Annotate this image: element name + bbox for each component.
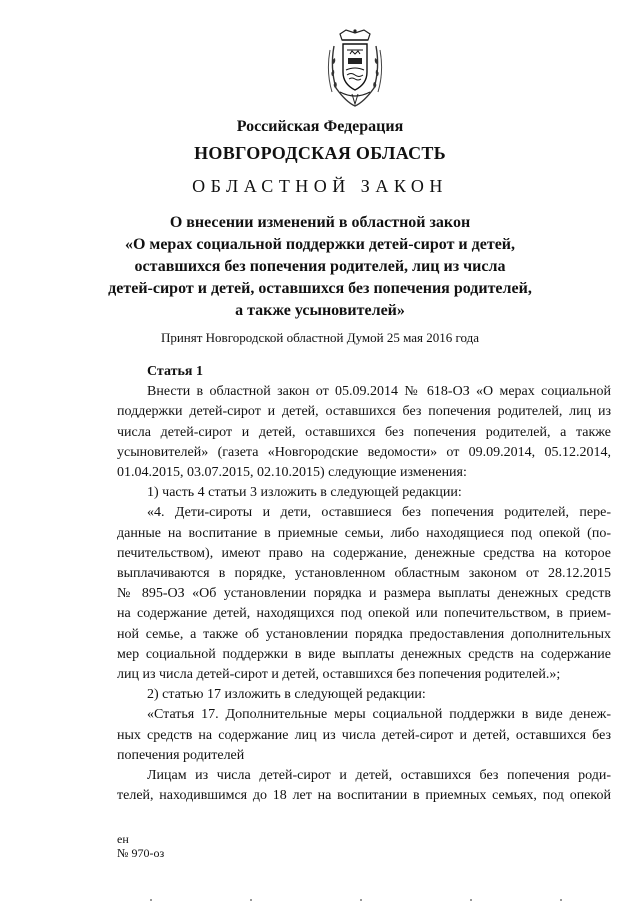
body-line: № 895-ОЗ «Об установлении порядка и размера выплаты денежных средств	[117, 586, 611, 602]
title-line: детей-сирот и детей, оставшихся без попечения родителей,	[108, 280, 532, 297]
body-line: выплачиваются в порядке, установленном областным законом от 28.12.2015	[117, 566, 611, 582]
body-line: 1) часть 4 статьи 3 изложить в следующей редакции:	[147, 485, 462, 501]
law-title	[0, 212, 640, 322]
document-type: ОБЛАСТНОЙ ЗАКОН	[192, 176, 448, 196]
body-line: печительством), имеют право на содержание, денежные средства на которое	[117, 545, 611, 561]
body-line: попечения родителей	[117, 747, 245, 763]
body-line: усыновителей» (газета «Новгородские ведомости» от 09.09.2014, 05.12.2014,	[117, 444, 611, 460]
body-line: на содержание детей, находящихся под опекой или попечительством, в прием-	[117, 606, 611, 622]
scan-mark	[470, 899, 472, 901]
adoption-note: Принят Новгородской областной Думой 25 мая 2016 года	[160, 330, 480, 345]
body-line: поддержки детей-сирот и детей, оставшихся без попечения родителей, лиц из	[117, 404, 611, 420]
title-line: «О мерах социальной поддержки детей-сирот и детей,	[124, 236, 516, 253]
body-line: данные на воспитание в приемные семьи, либо находящиеся под опекой (по-	[117, 525, 611, 541]
body-line: ных средств на содержание лиц из числа детей-сирот и детей, оставшихся без	[117, 727, 611, 743]
body-line: мер социальной поддержки в виде выплаты денежных средств на содержание	[117, 646, 611, 662]
scan-mark	[560, 899, 562, 901]
title-line: оставшихся без попечения родителей, лиц из числа	[134, 258, 506, 275]
footer-initials: ен	[117, 832, 129, 846]
body-line: числа детей-сирот и детей, оставшихся без попечения родителей, а также	[117, 424, 611, 440]
document-footer	[117, 832, 164, 860]
title-line: О внесении изменений в областной закон	[169, 214, 471, 231]
body-line: Лицам из числа детей-сирот и детей, оставшихся без попечения роди-	[147, 768, 611, 784]
scan-mark	[150, 899, 152, 901]
body-line: «Статья 17. Дополнительные меры социальной поддержки в виде денеж-	[147, 707, 611, 723]
novgorod-coat-of-arms-icon	[326, 28, 384, 108]
body-line: 2) статью 17 изложить в следующей редакции:	[147, 687, 426, 703]
article-heading: Статья 1	[147, 364, 203, 379]
body-line: ной семье, а также об установлении порядка предоставления дополнительных	[117, 626, 611, 642]
body-line: «4. Дети-сироты и дети, оставшиеся без попечения родителей, пере-	[147, 505, 611, 521]
body-line: 01.04.2015, 03.07.2015, 02.10.2015) следующие изменения:	[117, 465, 467, 481]
scan-mark	[360, 899, 362, 901]
body-line: Внести в областной закон от 05.09.2014 № 618-ОЗ «О мерах социальной	[147, 384, 611, 400]
country-name: Российская Федерация	[236, 118, 404, 135]
body-line: лиц из числа детей-сирот и детей, оставшихся без попечения родителей.»;	[117, 667, 561, 683]
title-line: а также усыновителей»	[235, 302, 405, 319]
body-line: телей, находившимся до 18 лет на воспитании в приемных семьях, под опекой	[117, 788, 611, 804]
region-name: НОВГОРОДСКАЯ ОБЛАСТЬ	[194, 143, 446, 163]
scan-mark	[250, 899, 252, 901]
footer-number: № 970-оз	[117, 846, 165, 860]
law-body	[117, 362, 611, 806]
